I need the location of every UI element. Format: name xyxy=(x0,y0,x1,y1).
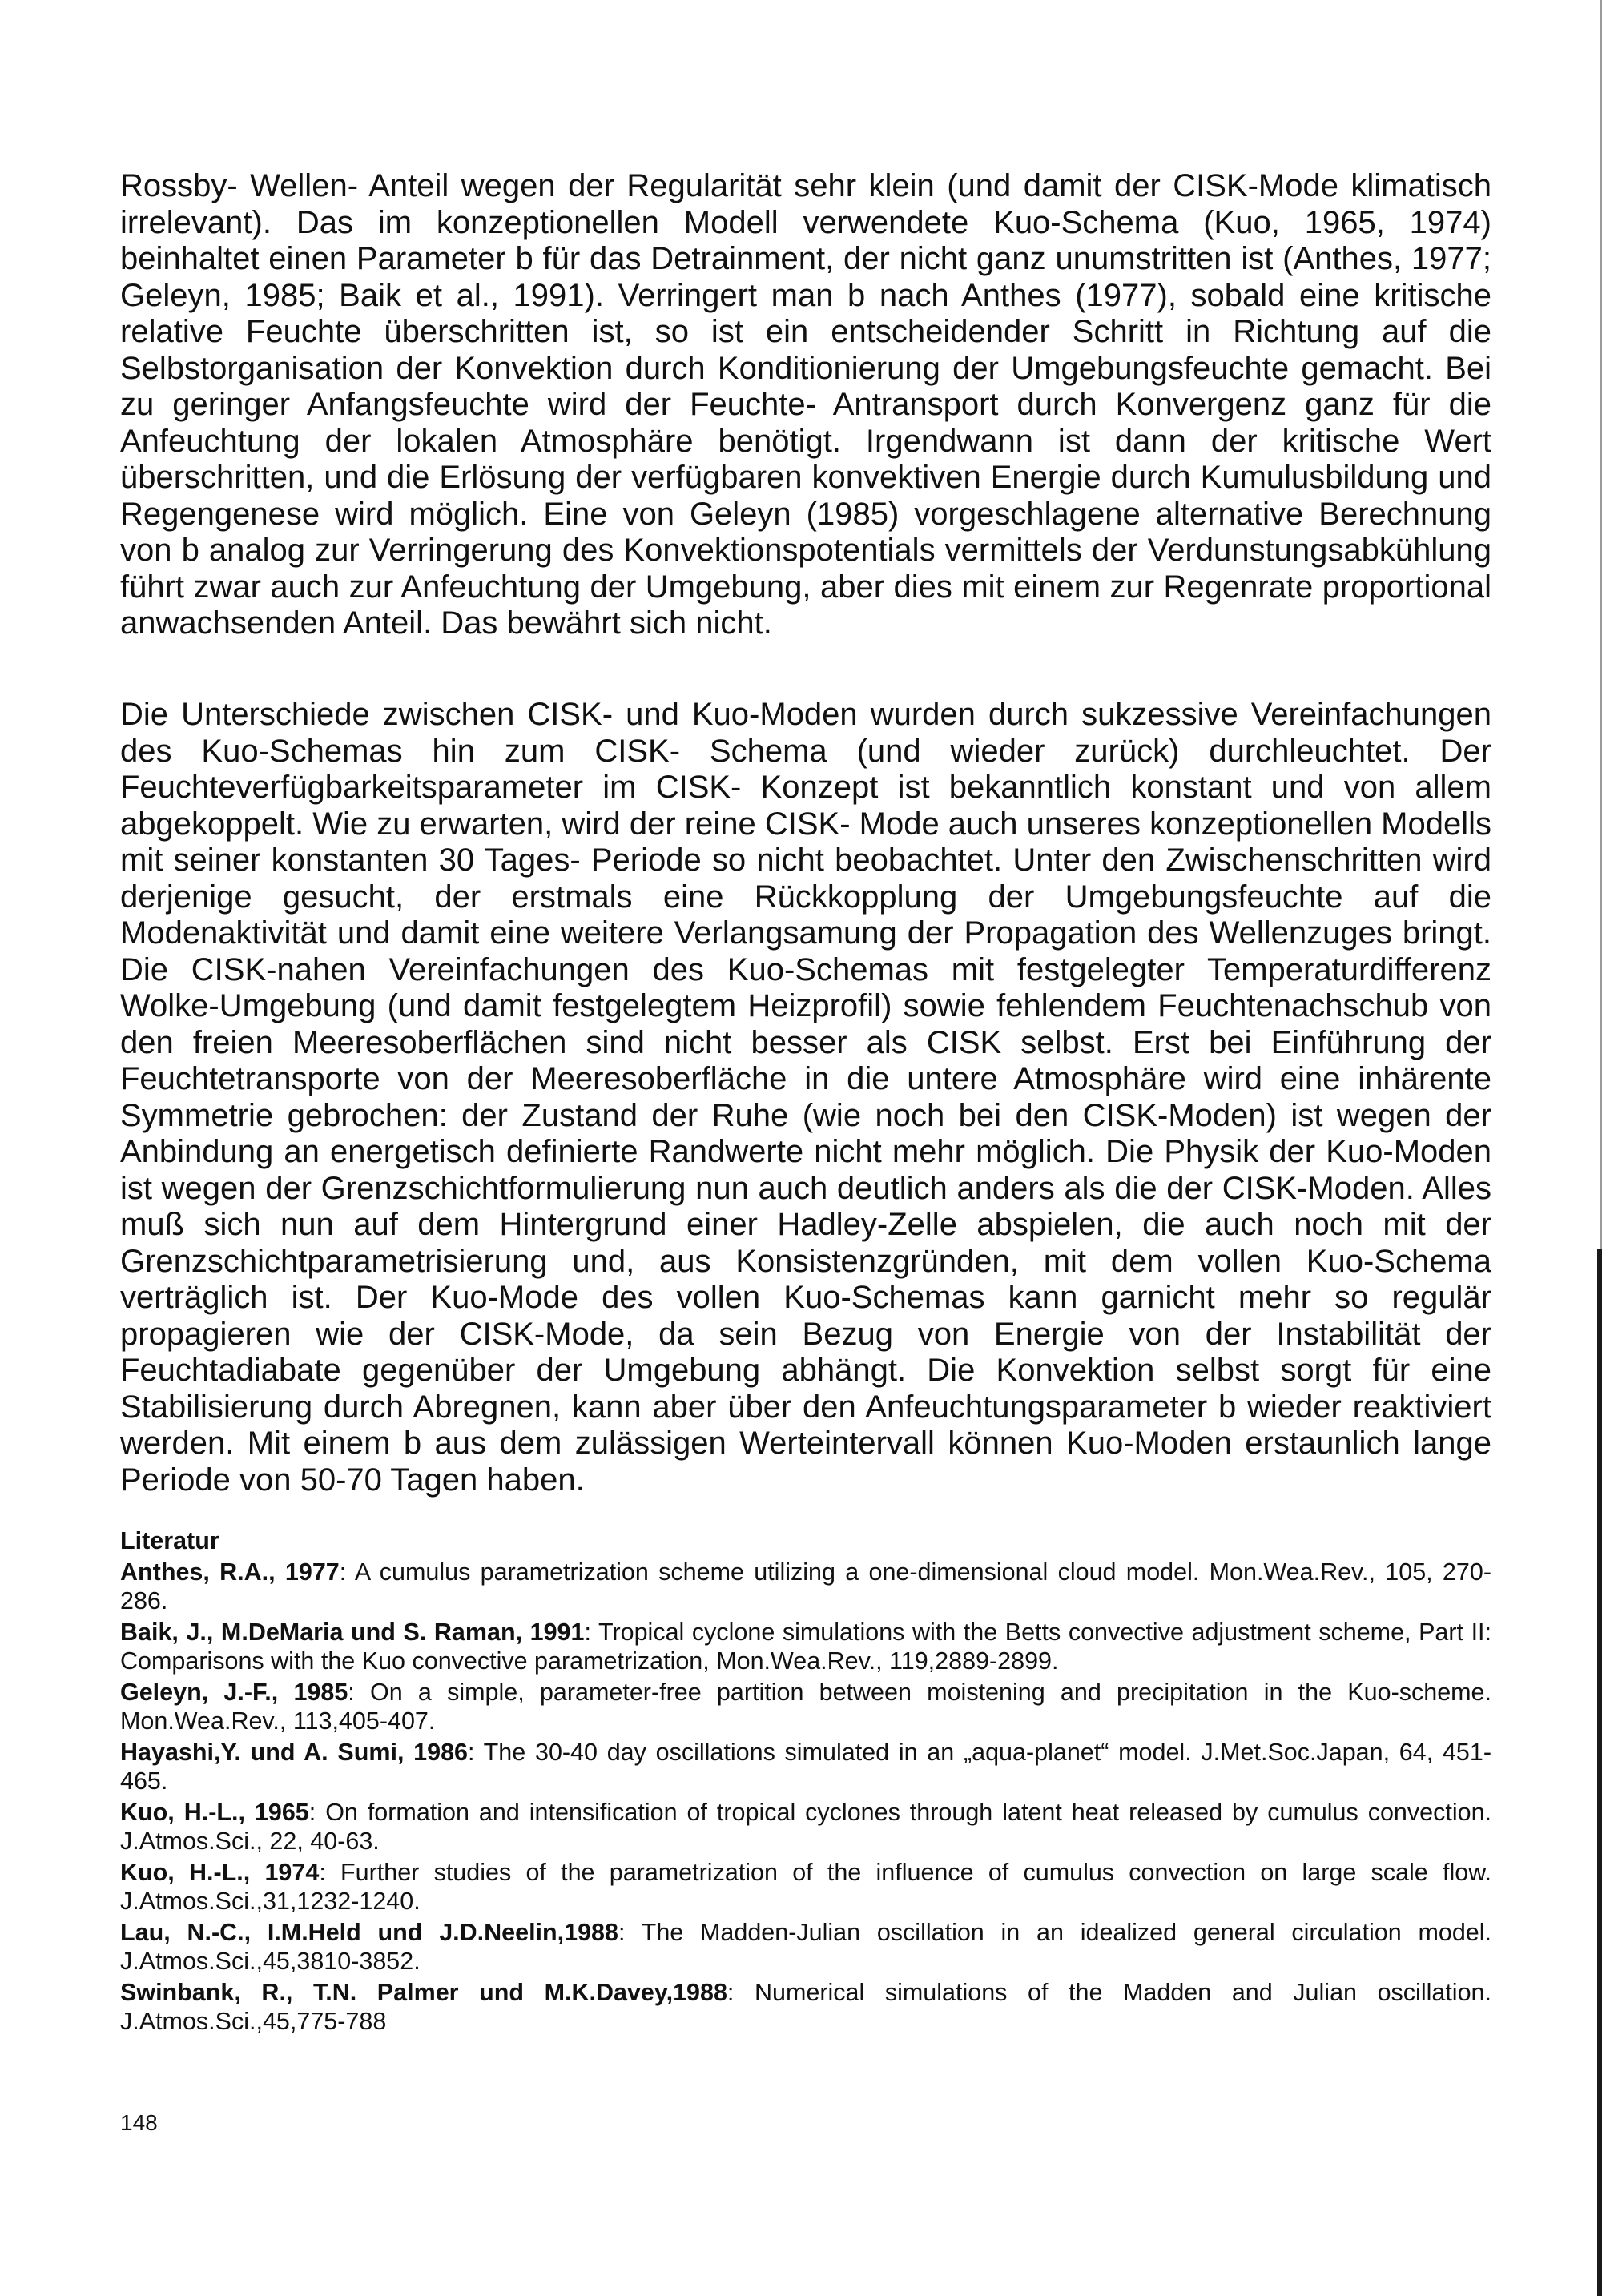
reference-text: : Tropical cyclone simulations with the Betts convective adjustment scheme, Part II: Comparisons with the Kuo convective parametrization, Mon.Wea.Rev., 119,2889-2899. xyxy=(120,1618,1491,1675)
reference-text: : The Madden-Julian oscillation in an idealized general circulation model. J.Atmos.Sci.,45,3810-3852. xyxy=(120,1918,1492,1975)
reference-text: : The 30-40 day oscillations simulated in an „aqua-planet“ model. J.Met.Soc.Japan, 64, 451-465. xyxy=(120,1738,1491,1795)
reference-entry xyxy=(120,1798,1491,1856)
reference-entry xyxy=(120,1618,1491,1676)
references-section xyxy=(120,1526,1491,2038)
reference-author-year: Anthes, R.A., 1977 xyxy=(120,1558,340,1586)
reference-text: : Numerical simulations of the Madden and Julian oscillation. J.Atmos.Sci.,45,775-788 xyxy=(120,1978,1491,2035)
reference-entry xyxy=(120,1918,1491,1976)
references-heading: Literatur xyxy=(120,1527,219,1554)
page-number: 148 xyxy=(120,2110,158,2135)
reference-author-year: Kuo, H.-L., 1965 xyxy=(120,1798,309,1826)
reference-author-year: Baik, J., M.DeMaria und S. Raman, 1991 xyxy=(120,1618,585,1646)
reference-author-year: Swinbank, R., T.N. Palmer und M.K.Davey,1988 xyxy=(120,1978,727,2006)
reference-text: : Further studies of the parametrization of the influence of cumulus convection on large scale flow. J.Atmos.Sci.,31,1232-1240. xyxy=(120,1858,1492,1915)
reference-text: : On a simple, parameter-free partition between moistening and precipitation in the Kuo-scheme. Mon.Wea.Rev., 113,405-407. xyxy=(120,1678,1491,1735)
reference-entry xyxy=(120,1978,1491,2037)
reference-author-year: Hayashi,Y. und A. Sumi, 1986 xyxy=(120,1738,469,1766)
reference-entry xyxy=(120,1678,1491,1736)
reference-author-year: Kuo, H.-L., 1974 xyxy=(120,1858,320,1886)
scan-edge-shadow xyxy=(1597,1249,1602,2296)
reference-text: : A cumulus parametrization scheme utilizing a one-dimensional cloud model. Mon.Wea.Rev., 105, 270-286. xyxy=(120,1558,1491,1614)
reference-author-year: Geleyn, J.-F., 1985 xyxy=(120,1678,348,1706)
body-paragraph-1: Rossby- Wellen- Anteil wegen der Regularität sehr klein (und damit der CISK-Mode klimatisch irrelevant). Das im konzeptionellen Modell verwendete Kuo-Schema (Kuo, 1965, 1974) beinhaltet einen Parameter b für das Detrainment, der nicht ganz unumstritten ist (Anthes, 1977; Geleyn, 1985; Baik et al., 1991). Verringert man b nach Anthes (1977), sobald eine kritische relative Feuchte überschritten ist, so ist ein entscheidender Schritt in Richtung auf die Selbstorganisation der Konvektion durch Konditionierung der Umgebungsfeuchte gemacht. Bei zu geringer Anfangsfeuchte wird der Feuchte- Antransport durch Konvergenz ganz für die Anfeuchtung der lokalen Atmosphäre benötigt. Irgendwann ist dann der kritische Wert überschritten, und die Erlösung der verfügbaren konvektiven Energie durch Kumulusbildung und Regengenese wird möglich. Eine von Geleyn (1985) vorgeschlagene alternative Berechnung von b analog zur Verringerung des Konvektionspotentials vermittels der Verdunstungsabkühlung führt zwar auch zur Anfeuchtung der Umgebung, aber dies mit einem zur Regenrate proportional anwachsenden Anteil. Das bewährt sich nicht. xyxy=(120,168,1491,641)
reference-text: : On formation and intensification of tropical cyclones through latent heat released by cumulus convection. J.Atmos.Sci., 22, 40-63. xyxy=(120,1798,1492,1855)
reference-entry xyxy=(120,1738,1491,1796)
reference-author-year: Lau, N.-C., I.M.Held und J.D.Neelin,1988 xyxy=(120,1918,618,1946)
reference-entry xyxy=(120,1858,1491,1916)
reference-entry xyxy=(120,1558,1491,1616)
body-paragraph-2: Die Unterschiede zwischen CISK- und Kuo-Moden wurden durch sukzessive Vereinfachungen des Kuo-Schemas hin zum CISK- Schema (und wieder zurück) durchleuchtet. Der Feuchteverfügbarkeitsparameter im CISK- Konzept ist bekanntlich konstant und von allem abgekoppelt. Wie zu erwarten, wird der reine CISK- Mode auch unseres konzeptionellen Modells mit seiner konstanten 30 Tages- Periode so nicht beobachtet. Unter den Zwischenschritten wird derjenige gesucht, der erstmals eine Rückkopplung der Umgebungsfeuchte auf die Modenaktivität und damit eine weitere Verlangsamung der Propagation des Wellenzuges bringt. Die CISK-nahen Vereinfachungen des Kuo-Schemas mit festgelegter Temperaturdifferenz Wolke-Umgebung (und damit festgelegtem Heizprofil) sowie fehlendem Feuchtenachschub von den freien Meeresoberflächen sind nicht besser als CISK selbst. Erst bei Einführung der Feuchtetransporte von der Meeresoberfläche in die untere Atmosphäre wird eine inhärente Symmetrie gebrochen: der Zustand der Ruhe (wie noch bei den CISK-Moden) ist wegen der Anbindung an energetisch definierte Randwerte nicht mehr möglich. Die Physik der Kuo-Moden ist wegen der Grenzschichtformulierung nun auch deutlich anders als die der CISK-Moden. Alles muß sich nun auf dem Hintergrund einer Hadley-Zelle abspielen, die auch noch mit der Grenzschichtparametrisierung und, aus Konsistenzgründen, mit dem vollen Kuo-Schema verträglich ist. Der Kuo-Mode des vollen Kuo-Schemas kann garnicht mehr so regulär propagieren wie der CISK-Mode, da sein Bezug von Energie von der Instabilität der Feuchtadiabate gegenüber der Umgebung abhängt. Die Konvektion selbst sorgt für eine Stabilisierung durch Abregnen, kann aber über den Anfeuchtungsparameter b wieder reaktiviert werden. Mit einem b aus dem zulässigen Werteintervall können Kuo-Moden erstaunlich lange Periode von 50-70 Tagen haben. xyxy=(120,697,1492,1498)
